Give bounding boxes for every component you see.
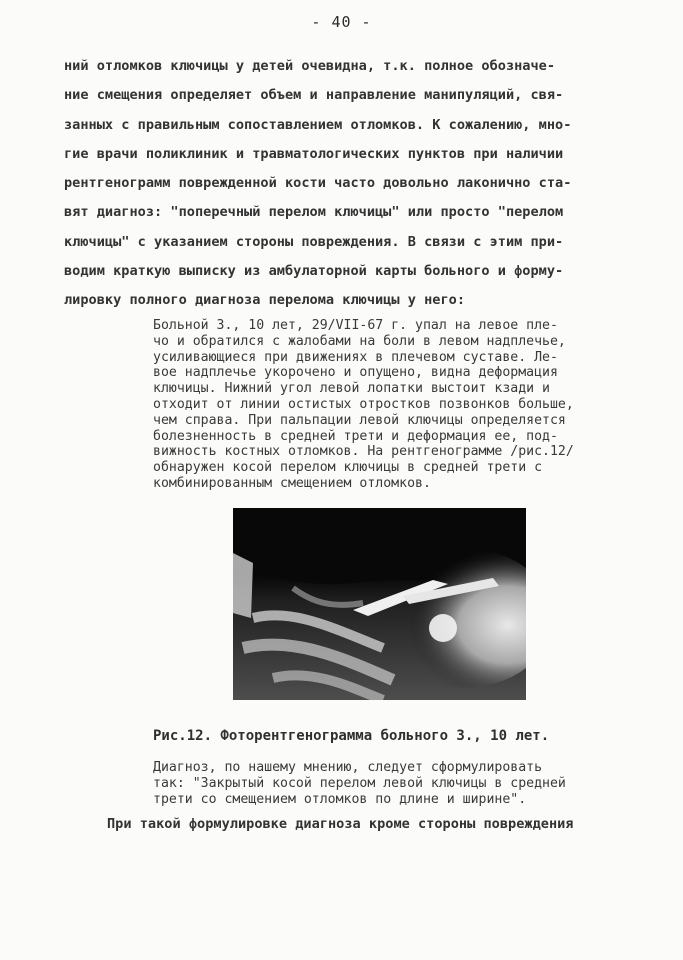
body-line: рентгенограмм поврежденной кости часто довольно лаконично ста- bbox=[64, 175, 572, 192]
body-line: занных с правильным сопоставлением отломков. К сожалению, мно- bbox=[64, 116, 572, 133]
case-line: комбинированным смещением отломков. bbox=[153, 475, 431, 491]
diagnosis-line: Диагноз, по нашему мнению, следует сформулировать bbox=[153, 760, 543, 775]
xray-image bbox=[233, 508, 526, 700]
diagnosis-paragraph bbox=[153, 760, 623, 807]
case-excerpt bbox=[153, 318, 623, 492]
body-line: ние смещения определяет объем и направление манипуляций, свя- bbox=[64, 87, 564, 104]
body-paragraph bbox=[64, 52, 624, 316]
case-line: ключицы. Нижний угол левой лопатки выстоит кзади и bbox=[153, 381, 550, 397]
case-line: вижность костных отломков. На рентгенограмме /рис.12/ bbox=[153, 444, 574, 460]
case-line: чо и обратился с жалобами на боли в левом надплечье, bbox=[153, 333, 566, 349]
case-line: вое надплечье укорочено и опущено, видна деформация bbox=[153, 365, 558, 381]
diagnosis-line: трети со смещением отломков по длине и ширине". bbox=[153, 791, 527, 807]
body-line: вят диагноз: "поперечный перелом ключицы" или просто "перелом bbox=[64, 204, 564, 221]
body-line: ний отломков ключицы у детей очевидна, т.к. полное обозначе- bbox=[64, 58, 556, 74]
diagnosis-line: так: "Закрытый косой перелом левой ключицы в средней bbox=[153, 775, 566, 791]
body-line: гие врачи поликлиник и травматологических пунктов при наличии bbox=[64, 145, 564, 162]
case-line: Больной З., 10 лет, 29/VII-67 г. упал на левое пле- bbox=[153, 318, 558, 333]
figure-caption: Рис.12. Фоторентгенограмма больного З., 10 лет. bbox=[153, 728, 550, 744]
body-line: водим краткую выписку из амбулаторной карты больного и форму- bbox=[64, 263, 564, 280]
case-line: чем справа. При пальпации левой ключицы определяется bbox=[153, 412, 566, 428]
xray-illustration bbox=[233, 508, 526, 700]
continuation-line: При такой формулировке диагноза кроме стороны повреждения bbox=[107, 816, 574, 832]
case-line: обнаружен косой перелом ключицы в средней трети с bbox=[153, 460, 543, 476]
case-line: отходит от линии остистых отростков позвонков больше, bbox=[153, 396, 574, 412]
page-number: - 40 - bbox=[311, 13, 372, 31]
body-line: ключицы" с указанием стороны повреждения. В связи с этим при- bbox=[64, 233, 564, 250]
body-line: лировку полного диагноза перелома ключицы у него: bbox=[64, 292, 466, 309]
case-line: усиливающиеся при движениях в плечевом суставе. Ле- bbox=[153, 349, 558, 365]
case-line: болезненность в средней трети и деформация ее, под- bbox=[153, 428, 558, 444]
